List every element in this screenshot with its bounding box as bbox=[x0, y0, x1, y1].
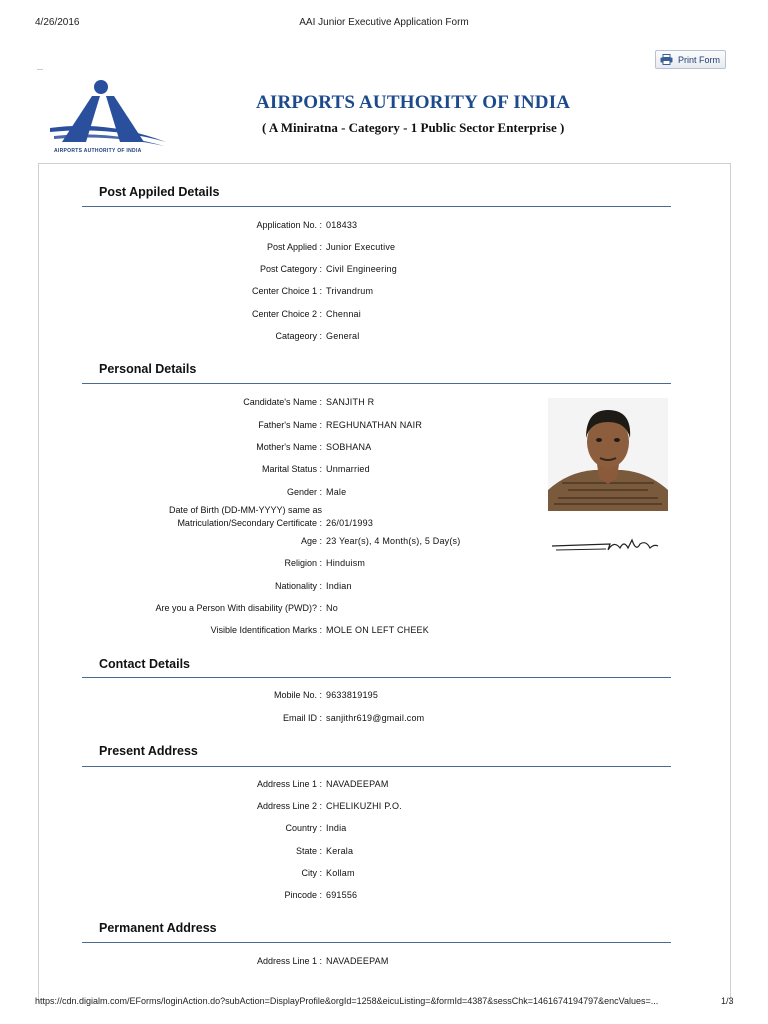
printer-icon bbox=[660, 54, 673, 65]
dob-label-line1: Date of Birth (DD-MM-YYYY) same as bbox=[168, 505, 322, 515]
present-address-line1-label: Address Line 1 : bbox=[256, 779, 322, 789]
section-divider bbox=[82, 206, 671, 207]
mother-name-value: SOBHANA bbox=[326, 442, 372, 452]
section-divider bbox=[82, 677, 671, 678]
marital-status-value: Unmarried bbox=[326, 464, 370, 474]
section-title-post-applied: Post Appiled Details bbox=[99, 185, 220, 199]
present-address-line2-label: Address Line 2 : bbox=[256, 801, 322, 811]
application-form-panel bbox=[38, 163, 731, 1003]
section-title-personal: Personal Details bbox=[99, 362, 197, 376]
present-pincode-value: 691556 bbox=[326, 890, 358, 900]
candidate-signature bbox=[550, 530, 660, 560]
gender-value: Male bbox=[326, 487, 347, 497]
logo-caption: AIRPORTS AUTHORITY OF INDIA bbox=[54, 148, 142, 154]
divider bbox=[37, 69, 43, 70]
mobile-value: 9633819195 bbox=[326, 690, 379, 700]
present-state-label: State : bbox=[295, 846, 322, 856]
age-label: Age : bbox=[300, 536, 322, 546]
organization-name: AIRPORTS AUTHORITY OF INDIA bbox=[256, 92, 571, 113]
print-form-label: Print Form bbox=[678, 54, 721, 65]
candidate-name-label: Candidate's Name : bbox=[243, 397, 322, 407]
center-choice-1-label: Center Choice 1 : bbox=[251, 286, 322, 296]
dob-value: 26/01/1993 bbox=[326, 518, 374, 528]
identification-marks-label: Visible Identification Marks : bbox=[210, 625, 322, 635]
nationality-label: Nationality : bbox=[274, 581, 322, 591]
age-value: 23 Year(s), 4 Month(s), 5 Day(s) bbox=[326, 536, 461, 546]
application-no-label: Application No. : bbox=[256, 220, 322, 230]
present-city-value: Kollam bbox=[326, 868, 355, 878]
post-category-label: Post Category : bbox=[259, 264, 322, 274]
pwd-value: No bbox=[326, 603, 338, 613]
present-address-line2-value: CHELIKUZHI P.O. bbox=[326, 801, 402, 811]
present-city-label: City : bbox=[301, 868, 322, 878]
section-divider bbox=[82, 766, 671, 767]
organization-subtitle: ( A Miniratna - Category - 1 Public Sector Enterprise ) bbox=[262, 120, 565, 135]
browser-page-title: AAI Junior Executive Application Form bbox=[299, 17, 469, 28]
email-value: sanjithr619@gmail.com bbox=[326, 713, 425, 723]
post-applied-value: Junior Executive bbox=[326, 242, 396, 252]
section-title-present-address: Present Address bbox=[99, 744, 198, 758]
post-applied-label: Post Applied : bbox=[266, 242, 322, 252]
mobile-label: Mobile No. : bbox=[273, 690, 322, 700]
mother-name-label: Mother's Name : bbox=[256, 442, 322, 452]
present-country-value: India bbox=[326, 823, 347, 833]
present-address-line1-value: NAVADEEPAM bbox=[326, 779, 389, 789]
category-label: Catageory : bbox=[275, 331, 322, 341]
section-title-contact: Contact Details bbox=[99, 657, 190, 671]
nationality-value: Indian bbox=[326, 581, 352, 591]
religion-value: Hinduism bbox=[326, 558, 366, 568]
center-choice-2-label: Center Choice 2 : bbox=[251, 309, 322, 319]
post-category-value: Civil Engineering bbox=[326, 264, 397, 274]
present-pincode-label: Pincode : bbox=[284, 890, 322, 900]
permanent-address-line1-label: Address Line 1 : bbox=[256, 956, 322, 966]
permanent-address-line1-value: NAVADEEPAM bbox=[326, 956, 389, 966]
marital-status-label: Marital Status : bbox=[261, 464, 322, 474]
center-choice-1-value: Trivandrum bbox=[326, 286, 374, 296]
footer-url: https://cdn.digialm.com/EForms/loginAction.do?subAction=DisplayProfile&orgId=1258&eicuListing=&formId=4387&sessChk=1461674194797&encValues=... bbox=[35, 996, 659, 1006]
footer-page-number: 1/3 bbox=[721, 996, 734, 1006]
center-choice-2-value: Chennai bbox=[326, 309, 361, 319]
print-form-button[interactable] bbox=[655, 50, 726, 69]
category-value: General bbox=[326, 331, 360, 341]
gender-label: Gender : bbox=[286, 487, 322, 497]
email-label: Email ID : bbox=[282, 713, 322, 723]
section-divider bbox=[82, 383, 671, 384]
section-title-permanent-address: Permanent Address bbox=[99, 921, 217, 935]
section-divider bbox=[82, 942, 671, 943]
candidate-photo bbox=[548, 398, 668, 511]
browser-date: 4/26/2016 bbox=[35, 17, 80, 28]
present-state-value: Kerala bbox=[326, 846, 354, 856]
aai-logo bbox=[48, 76, 172, 158]
father-name-value: REGHUNATHAN NAIR bbox=[326, 420, 423, 430]
pwd-label: Are you a Person With disability (PWD)? : bbox=[155, 603, 322, 613]
identification-marks-value: MOLE ON LEFT CHEEK bbox=[326, 625, 429, 635]
application-no-value: 018433 bbox=[326, 220, 358, 230]
dob-label: Matriculation/Secondary Certificate : bbox=[177, 518, 322, 528]
candidate-name-value: SANJITH R bbox=[326, 397, 375, 407]
present-country-label: Country : bbox=[285, 823, 322, 833]
father-name-label: Father's Name : bbox=[258, 420, 322, 430]
religion-label: Religion : bbox=[284, 558, 322, 568]
